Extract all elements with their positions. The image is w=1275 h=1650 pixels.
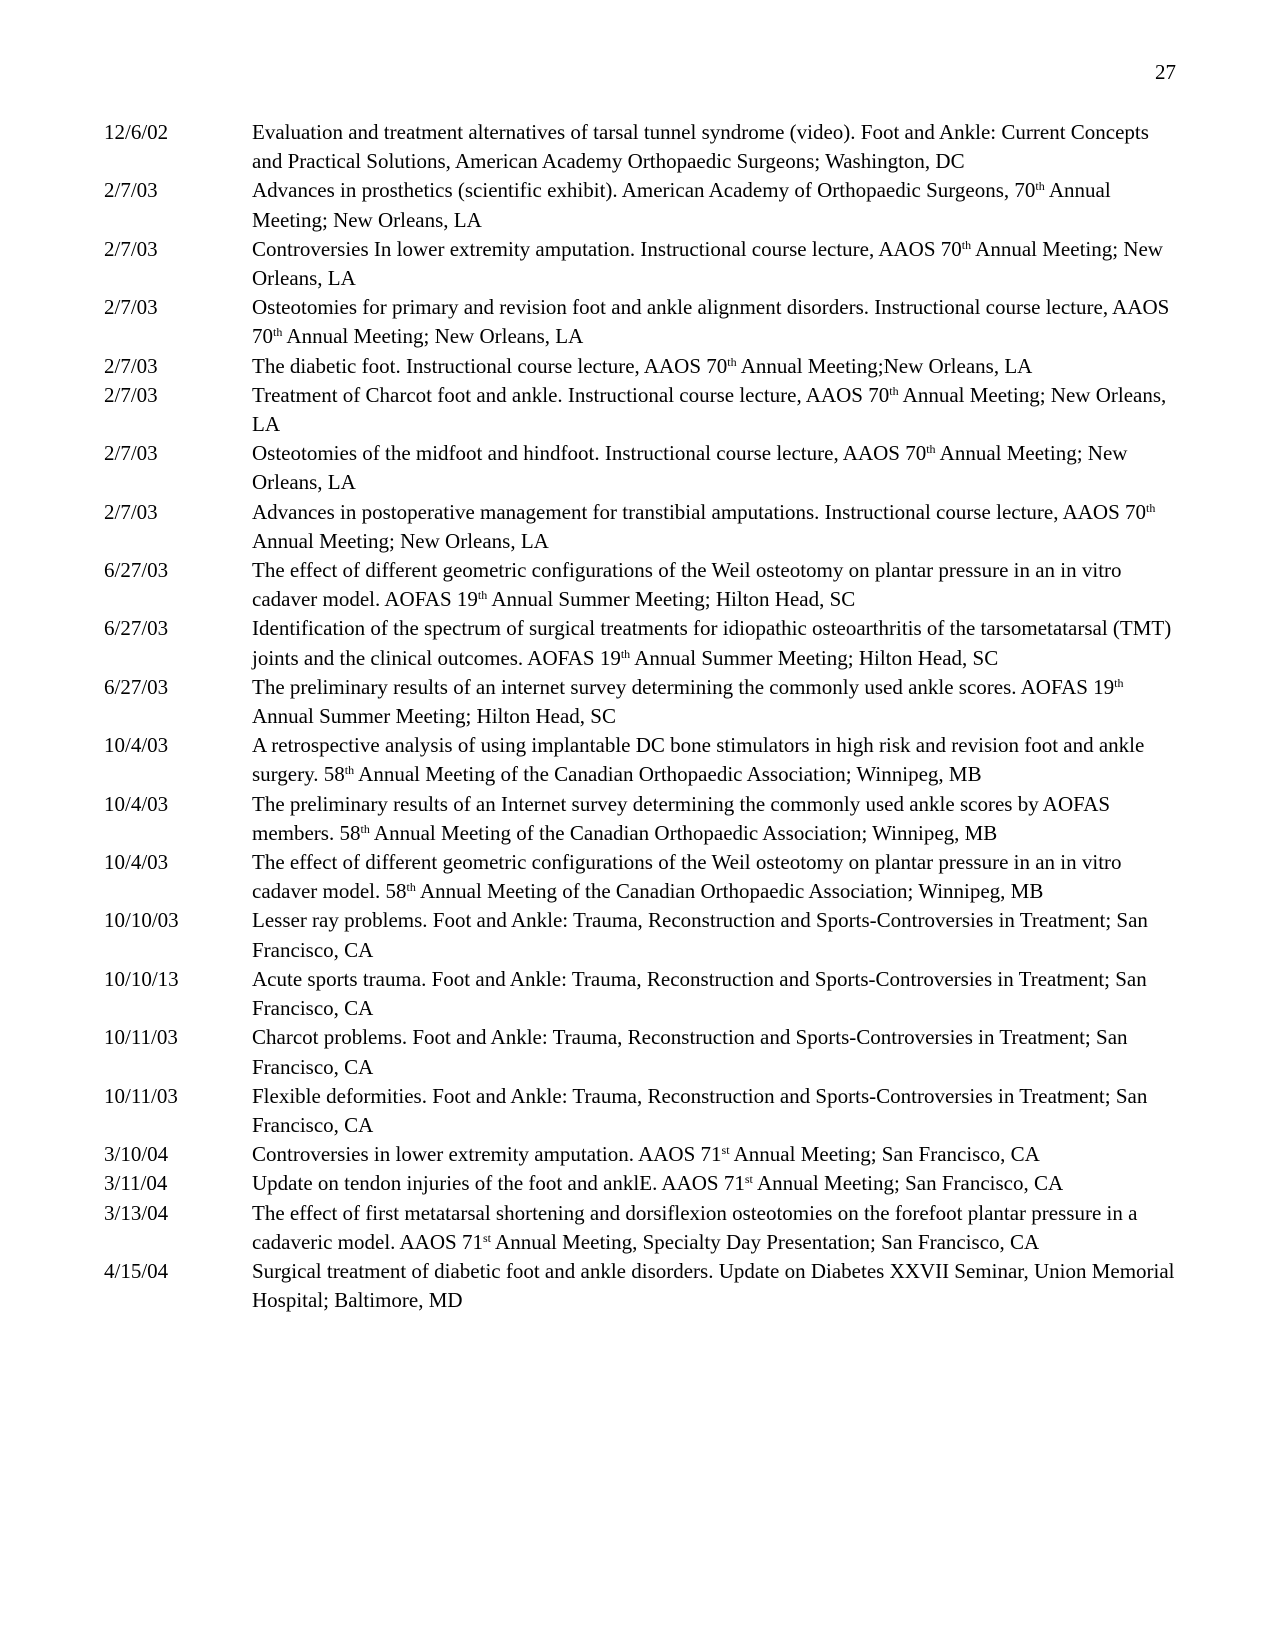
entry-text	[252, 381, 1182, 439]
entry-text	[252, 176, 1182, 234]
entry-text-part: Annual Meeting of the Canadian Orthopaedic Association; Winnipeg, MB	[415, 879, 1044, 904]
entry-text-part: Annual Meeting;New Orleans, LA	[736, 353, 1033, 378]
entry-text-part: Annual Meeting; New Orleans, LA	[252, 178, 1111, 232]
ordinal-suffix: th	[406, 880, 416, 895]
entry-date: 2/7/03	[104, 382, 158, 407]
list-item	[104, 731, 1182, 789]
entry-text-part: Annual Meeting; New Orleans, LA	[252, 528, 549, 553]
entry-text-part: The preliminary results of an Internet survey determining the commonly used ankle scores by AOFAS members. 58	[252, 791, 1111, 845]
entry-text	[252, 439, 1182, 497]
entry-text-part: Controversies In lower extremity amputation. Instructional course lecture, AAOS 70	[252, 236, 962, 261]
ordinal-suffix: st	[482, 1230, 491, 1245]
entry-date: 6/27/03	[104, 674, 169, 699]
entry-text-part: Annual Meeting; New Orleans, LA	[252, 382, 1167, 437]
entry-text-part: Annual Meeting of the Canadian Orthopaedic Association; Winnipeg, MB	[369, 820, 998, 845]
entry-date: 3/13/04	[104, 1200, 169, 1225]
list-item	[104, 352, 1182, 381]
entry-text	[252, 293, 1182, 351]
list-item	[104, 790, 1182, 848]
entry-date: 2/7/03	[104, 178, 158, 203]
entry-text	[252, 790, 1182, 848]
entry-date: 6/27/03	[104, 558, 169, 583]
list-item	[104, 614, 1182, 672]
entry-text	[252, 556, 1182, 614]
entry-date: 10/10/03	[104, 908, 179, 933]
entry-text	[252, 1140, 1182, 1169]
entry-text-part: Annual Meeting; New Orleans, LA	[282, 324, 584, 349]
ordinal-suffix: th	[889, 383, 899, 398]
ordinal-suffix: th	[360, 821, 370, 836]
list-item	[104, 118, 1182, 176]
entry-date: 10/11/03	[104, 1025, 178, 1050]
entry-text-part: Annual Meeting; San Francisco, CA	[729, 1142, 1040, 1167]
entry-text-part: A retrospective analysis of using implantable DC bone stimulators in high risk and revision foot and ankle surgery. 58	[252, 733, 1145, 787]
list-item	[104, 1140, 1182, 1169]
entry-date: 6/27/03	[104, 616, 169, 641]
entry-text-part: The effect of first metatarsal shortening and dorsiflexion osteotomies on the forefoot plantar pressure in a cadaveric model. AAOS 71	[252, 1200, 1138, 1254]
entry-text-part: Surgical treatment of diabetic foot and ankle disorders. Update on Diabetes XXVII Seminar, Union Memorial Hospital; Baltimore, MD	[252, 1258, 1175, 1313]
entry-date: 10/4/03	[104, 791, 169, 816]
entry-text-part: Annual Summer Meeting; Hilton Head, SC	[630, 645, 999, 670]
entry-text-part: Annual Meeting; San Francisco, CA	[752, 1171, 1064, 1196]
ordinal-suffix: th	[1114, 675, 1124, 690]
entry-text	[252, 498, 1182, 556]
entry-text	[252, 352, 1182, 381]
entry-text	[252, 235, 1182, 293]
entry-date: 10/11/03	[104, 1083, 178, 1108]
entry-text	[252, 1082, 1182, 1140]
list-item	[104, 381, 1182, 439]
entry-text-part: Acute sports trauma. Foot and Ankle: Trauma, Reconstruction and Sports-Controversies in Treatment; San Francisco, CA	[252, 966, 1147, 1021]
entry-text-part: Charcot problems. Foot and Ankle: Trauma, Reconstruction and Sports-Controversies in Treatment; San Francisco, CA	[252, 1025, 1128, 1079]
list-item	[104, 1199, 1182, 1257]
entry-text-part: The effect of different geometric configurations of the Weil osteotomy on plantar pressure in an in vitro cadaver model. AOFAS 19	[252, 558, 1122, 612]
ordinal-suffix: st	[744, 1172, 753, 1187]
entry-text	[252, 1169, 1182, 1198]
entry-date: 10/10/13	[104, 966, 179, 991]
entry-date: 2/7/03	[104, 441, 158, 466]
entry-text	[252, 1199, 1182, 1257]
page-number: 27	[1155, 60, 1176, 84]
entry-text-part: Identification of the spectrum of surgical treatments for idiopathic osteoarthritis of the tarsometatarsal (TMT) joints and the clinical outcomes. AOFAS 19	[252, 616, 1172, 670]
list-item	[104, 556, 1182, 614]
list-item	[104, 439, 1182, 497]
list-item	[104, 673, 1182, 731]
list-item	[104, 848, 1182, 906]
entry-text	[252, 848, 1182, 906]
list-item	[104, 906, 1182, 964]
list-item	[104, 293, 1182, 351]
ordinal-suffix: th	[477, 588, 488, 603]
entry-text	[252, 1023, 1182, 1081]
entry-date: 4/15/04	[104, 1258, 169, 1283]
entry-text-part: Annual Meeting of the Canadian Orthopaedic Association; Winnipeg, MB	[354, 762, 982, 787]
entry-text-part: Treatment of Charcot foot and ankle. Instructional course lecture, AAOS 70	[252, 382, 890, 407]
entry-date: 12/6/02	[104, 120, 169, 144]
list-item	[104, 1257, 1182, 1315]
presentation-list	[104, 118, 1182, 1315]
entry-text-part: Annual Summer Meeting; Hilton Head, SC	[252, 704, 616, 729]
entry-text-part: The diabetic foot. Instructional course lecture, AAOS 70	[252, 353, 728, 378]
entry-text-part: The preliminary results of an internet survey determining the commonly used ankle scores. AOFAS 19	[252, 674, 1115, 699]
list-item	[104, 1023, 1182, 1081]
ordinal-suffix: st	[721, 1143, 730, 1158]
ordinal-suffix: th	[961, 237, 972, 252]
list-item	[104, 965, 1182, 1023]
list-item	[104, 1082, 1182, 1140]
ordinal-suffix: th	[273, 325, 283, 340]
entry-text-part: Update on tendon injuries of the foot and anklE. AAOS 71	[252, 1171, 745, 1196]
entry-date: 10/4/03	[104, 850, 169, 875]
entry-text-part: Annual Meeting, Specialty Day Presentation; San Francisco, CA	[490, 1229, 1040, 1254]
entry-text-part: Advances in prosthetics (scientific exhibit). American Academy of Orthopaedic Surgeons, 70	[252, 178, 1036, 203]
ordinal-suffix: th	[620, 646, 631, 661]
entry-text	[252, 118, 1182, 176]
ordinal-suffix: th	[344, 763, 355, 778]
list-item	[104, 235, 1182, 293]
entry-date: 2/7/03	[104, 499, 158, 524]
ordinal-suffix: th	[926, 442, 936, 457]
entry-text-part: The effect of different geometric configurations of the Weil osteotomy on plantar pressure in an in vitro cadaver model. 58	[252, 850, 1122, 904]
entry-text-part: Osteotomies of the midfoot and hindfoot. Instructional course lecture, AAOS 70	[252, 441, 927, 466]
entry-text-part: Annual Meeting; New Orleans, LA	[252, 236, 1163, 291]
entry-text	[252, 1257, 1182, 1315]
entry-date: 3/11/04	[104, 1171, 168, 1196]
entry-date: 3/10/04	[104, 1142, 169, 1167]
list-item	[104, 498, 1182, 556]
list-item	[104, 1169, 1182, 1198]
entry-text	[252, 673, 1182, 731]
entry-text-part: Lesser ray problems. Foot and Ankle: Trauma, Reconstruction and Sports-Controversies in Treatment; San Francisco, CA	[252, 908, 1148, 962]
entry-text-part: Evaluation and treatment alternatives of tarsal tunnel syndrome (video). Foot and Ankle: Current Concepts and Practical Solutions, American Academy Orthopaedic Surgeons; Washington, DC	[252, 120, 1149, 174]
entry-text-part: Annual Summer Meeting; Hilton Head, SC	[487, 587, 856, 612]
list-item	[104, 176, 1182, 234]
entry-text-part: Controversies in lower extremity amputation. AAOS 71	[252, 1142, 722, 1167]
entry-text-part: Annual Meeting; New Orleans, LA	[252, 441, 1128, 495]
entry-date: 2/7/03	[104, 236, 158, 261]
entry-text	[252, 906, 1182, 964]
ordinal-suffix: th	[1146, 500, 1156, 515]
entry-date: 10/4/03	[104, 733, 169, 758]
entry-text-part: Advances in postoperative management for transtibial amputations. Instructional course lecture, AAOS 70	[252, 499, 1147, 524]
entry-date: 2/7/03	[104, 295, 158, 320]
ordinal-suffix: th	[727, 354, 737, 369]
ordinal-suffix: th	[1035, 179, 1045, 194]
entry-date: 2/7/03	[104, 353, 158, 378]
entry-text-part: Osteotomies for primary and revision foot and ankle alignment disorders. Instructional course lecture, AAOS 70	[252, 295, 1170, 349]
entry-text	[252, 731, 1182, 789]
entry-text	[252, 614, 1182, 672]
entry-text	[252, 965, 1182, 1023]
entry-text-part: Flexible deformities. Foot and Ankle: Trauma, Reconstruction and Sports-Controversies in Treatment; San Francisco, CA	[252, 1083, 1148, 1137]
